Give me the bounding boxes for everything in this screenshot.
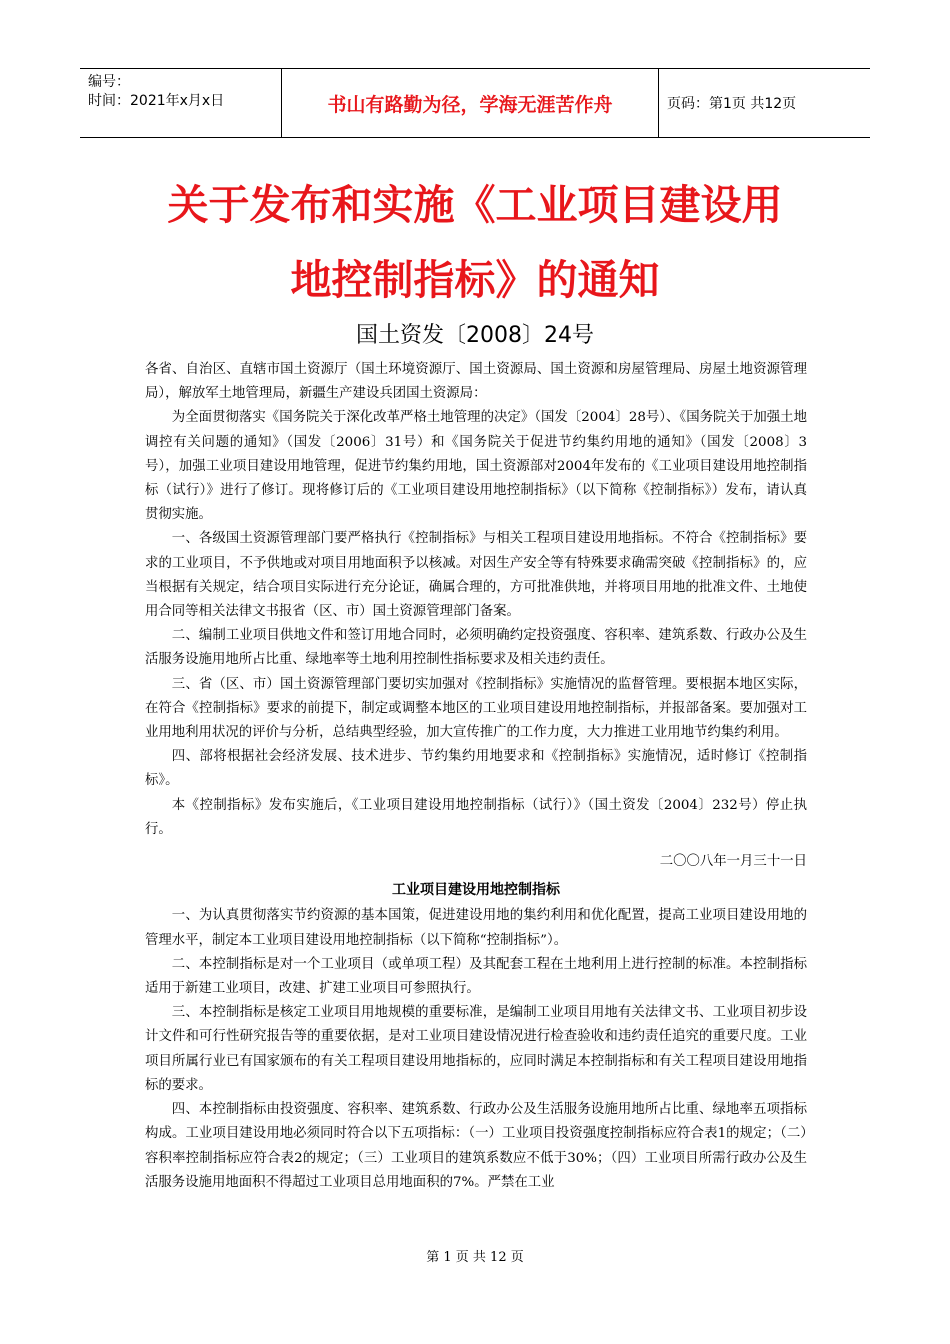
- addressees-paragraph: 各省、自治区、直辖市国土资源厅（国土环境资源厅、国土资源局、国土资源和房屋管理局、房屋土地资源管理局），解放军土地管理局，新疆生产建设兵团国土资源局：: [145, 362, 807, 402]
- paragraph: 一、各级国土资源管理部门要严格执行《控制指标》与相关工程项目建设用地指标。不符合《控制指标》要求的工业项目，不予供地或对项目用地面积予以核减。对因生产安全等有特殊要求确需突破《控制指标》的，应当根据有关规定，结合项目实际进行充分论证，确属合理的，方可批准供地，并将项目用地的批准文件、土地使用合同等相关法律文书报省（区、市）国土资源管理部门备案。: [145, 531, 807, 620]
- issue-date: 二〇〇八年一月三十一日: [659, 854, 807, 870]
- document-title-line2: 地控制指标》的通知: [290, 256, 660, 304]
- header-page-info: 页码：第1页 共12页: [667, 96, 797, 112]
- number-label: 编号：: [88, 74, 130, 90]
- paragraph: 二、编制工业项目供地文件和签订用地合同时，必须明确约定投资强度、容积率、建筑系数、行政办公及生活服务设施用地所占比重、绿地率等土地利用控制性指标要求及相关违约责任。: [145, 628, 807, 668]
- header-motto: 书山有路勤为径，学海无涯苦作舟: [282, 69, 659, 137]
- paragraph: 二、本控制指标是对一个工业项目（或单项工程）及其配套工程在土地利用上进行控制的标准。本控制指标适用于新建工业项目，改建、扩建工业项目可参照执行。: [145, 956, 807, 997]
- paragraph: 三、省（区、市）国土资源管理部门要切实加强对《控制指标》实施情况的监督管理。要根据本地区实际，在符合《控制指标》要求的前提下，制定或调整本地区的工业项目建设用地控制指标，并报部备案。要加强对工业用地利用状况的评价与分析，总结典型经验，加大宣传推广的工作力度，大力推进工业用地节约集约利用。: [145, 676, 807, 741]
- page-header: [80, 68, 870, 138]
- page-footer: 第 1 页 共 12 页: [426, 1250, 524, 1265]
- time-label: 时间：2021年x月x日: [88, 93, 225, 109]
- paragraph: 一、为认真贯彻落实节约资源的基本国策，促进建设用地的集约利用和优化配置，提高工业项目建设用地的管理水平，制定本工业项目建设用地控制指标（以下简称“控制指标”）。: [145, 908, 807, 948]
- document-title-line1: 关于发布和实施《工业项目建设用: [167, 181, 783, 229]
- document-number: 国土资发〔2008〕24号: [356, 323, 594, 348]
- paragraph: 四、部将根据社会经济发展、技术进步、节约集约用地要求和《控制指标》实施情况，适时修订《控制指标》。: [145, 749, 807, 789]
- paragraph: 本《控制指标》发布实施后，《工业项目建设用地控制指标（试行）》（国土资发〔2004〕232号）停止执行。: [145, 797, 807, 837]
- paragraph: 为全面贯彻落实《国务院关于深化改革严格土地管理的决定》（国发〔2004〕28号）、《国务院关于加强土地调控有关问题的通知》（国发〔2006〕31号）和《国务院关于促进节约集约用地的通知》（国发〔2008〕3号），加强工业项目建设用地管理，促进节约集约用地，国土资源部对2004年发布的《工业项目建设用地控制指标（试行）》进行了修订。现将修订后的《工业项目建设用地控制指标》（以下简称《控制指标》）发布，请认真贯彻实施。: [145, 410, 807, 523]
- document-body: [145, 358, 807, 1195]
- header-meta: [80, 69, 282, 137]
- paragraph: 三、本控制指标是核定工业项目用地规模的重要标准，是编制工业项目用地有关法律文书、工业项目初步设计文件和可行性研究报告等的重要依据，是对工业项目建设情况进行检查验收和违约责任追究的重要尺度。工业项目所属行业已有国家颁布的有关工程项目建设用地指标的，应同时满足本控制指标和有关工程项目建设用地指标的要求。: [145, 1005, 807, 1093]
- paragraph: 四、本控制指标由投资强度、容积率、建筑系数、行政办公及生活服务设施用地所占比重、绿地率五项指标构成。工业项目建设用地必须同时符合以下五项指标：（一）工业项目投资强度控制指标应符合表1的规定；（二）容积率控制指标应符合表2的规定；（三）工业项目的建筑系数应不低于30%；（四）工业项目所需行政办公及生活服务设施用地面积不得超过工业项目总用地面积的7%。严禁在工业: [145, 1102, 807, 1190]
- section-title: 工业项目建设用地控制指标: [392, 882, 560, 899]
